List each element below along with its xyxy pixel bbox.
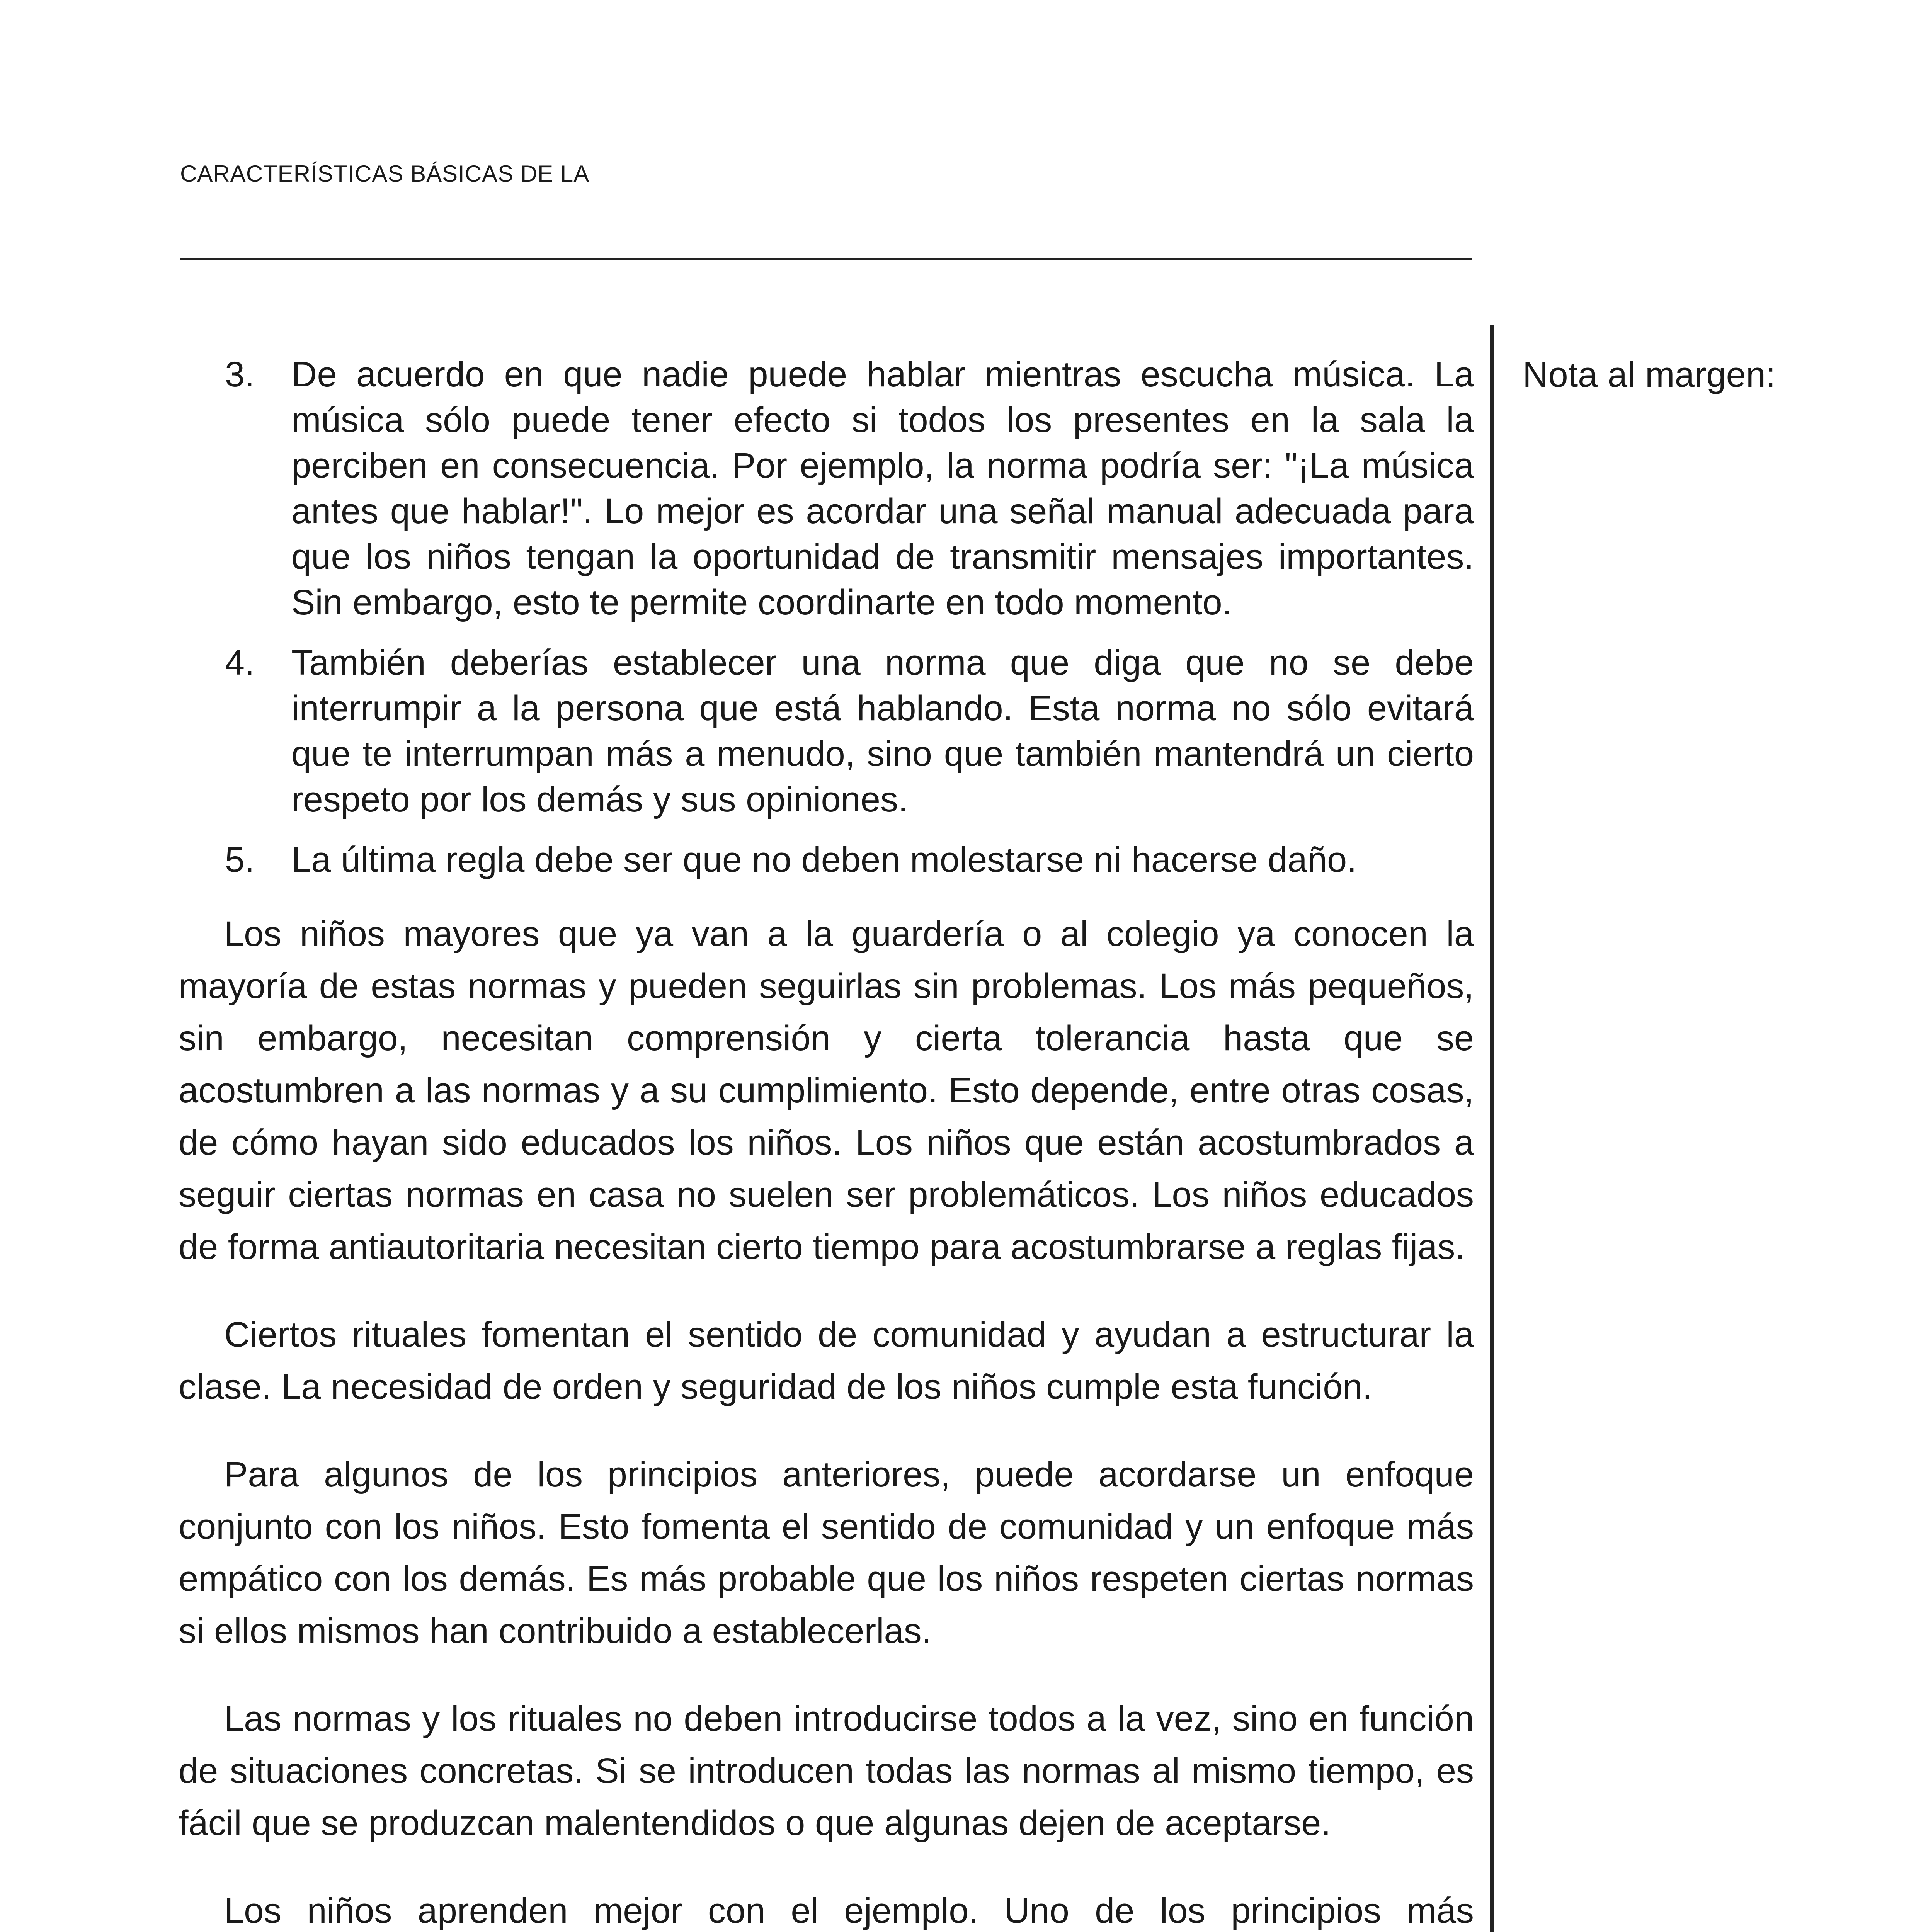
- body-paragraph: Ciertos rituales fomentan el sentido de comunidad y ayudan a estructurar la clase. La necesidad de orden y seguridad de los niños cumple esta función.: [179, 1315, 1474, 1406]
- body-paragraph: Para algunos de los principios anteriores, puede acordarse un enfoque conjunto con los niños. Esto fomenta el sentido de comunidad y un enfoque más empático con los demás. Es más probable que los niños respeten ciertas normas si ellos mismos han contribuido a establecerlas.: [179, 1455, 1474, 1651]
- list-item: [179, 352, 1474, 625]
- list-item-number: 3.: [225, 355, 255, 394]
- main-content: [179, 352, 1474, 1932]
- running-header: CARACTERÍSTICAS BÁSICAS DE LA: [180, 161, 590, 187]
- margin-note-label: Nota al margen:: [1523, 355, 1776, 395]
- list-item: [179, 640, 1474, 822]
- body-paragraph: Los niños aprenden mejor con el ejemplo. Uno de los principios más: [224, 1891, 1474, 1930]
- list-item-number: 5.: [225, 840, 255, 879]
- body-paragraph: Las normas y los rituales no deben introducirse todos a la vez, sino en función de situaciones concretas. Si se introducen todas las normas al mismo tiempo, es fácil que se produzcan malentendidos o que algunas dejen de aceptarse.: [179, 1699, 1474, 1843]
- list-item-text: También deberías establecer una norma que diga que no se debe interrumpir a la persona que está hablando. Esta norma no sólo evitará que te interrumpan más a menudo, sino que también mantendrá un cierto respeto por los demás y sus opiniones.: [291, 643, 1474, 819]
- margin-divider: [1490, 325, 1494, 1932]
- list-item-number: 4.: [225, 643, 255, 682]
- list-item: [179, 837, 1474, 883]
- body-paragraph: Los niños mayores que ya van a la guardería o al colegio ya conocen la mayoría de estas normas y pueden seguirlas sin problemas. Los más pequeños, sin embargo, necesitan comprensión y cierta tolerancia hasta que se acostumbren a las normas y a su cumplimiento. Esto depende, entre otras cosas, de cómo hayan sido educados los niños. Los niños que están acostumbrados a seguir ciertas normas en casa no suelen ser problemáticos. Los niños educados de forma antiautoritaria necesitan cierto tiempo para acostumbrarse a reglas fijas.: [179, 914, 1474, 1267]
- list-item-text: La última regla debe ser que no deben molestarse ni hacerse daño.: [291, 840, 1357, 879]
- rules-list: [179, 352, 1474, 883]
- list-item-text: De acuerdo en que nadie puede hablar mientras escucha música. La música sólo puede tener efecto si todos los presentes en la sala la perciben en consecuencia. Por ejemplo, la norma podría ser: "¡La música antes que hablar!". Lo mejor es acordar una señal manual adecuada para que los niños tengan la oportunidad de transmitir mensajes importantes. Sin embargo, esto te permite coordinarte en todo momento.: [291, 355, 1474, 622]
- header-divider: [180, 258, 1472, 260]
